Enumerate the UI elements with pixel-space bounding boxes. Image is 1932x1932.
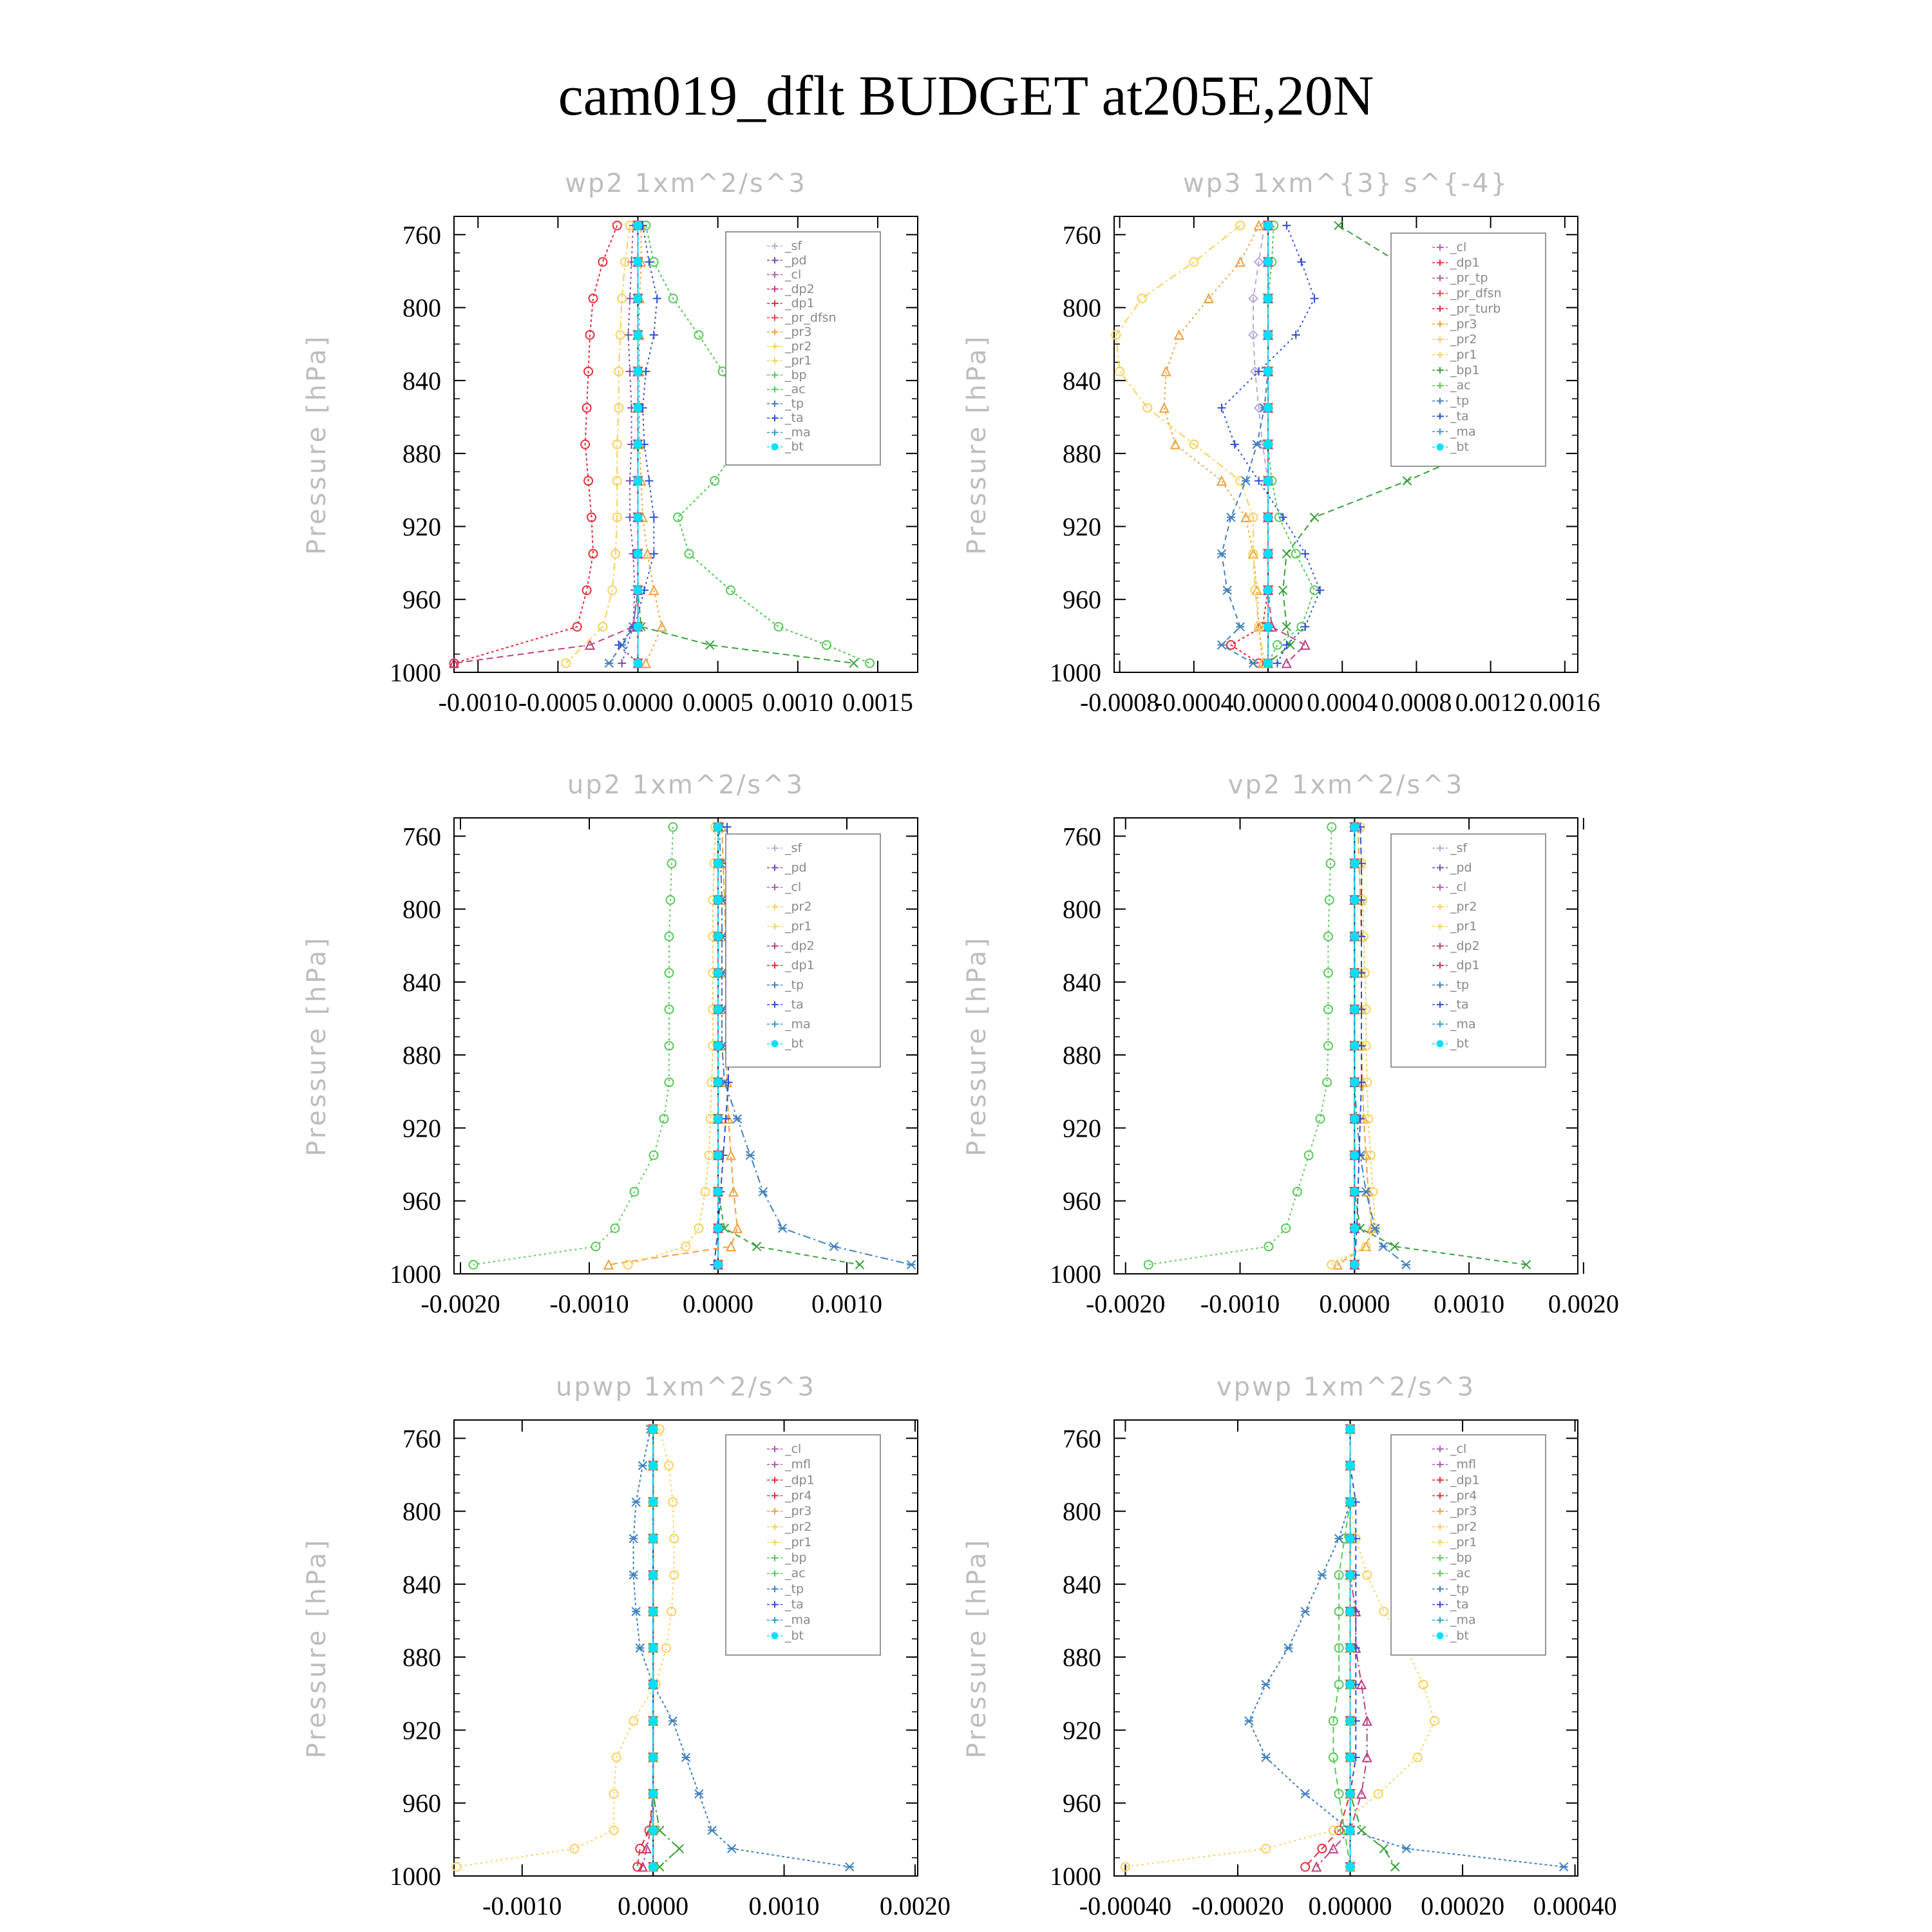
- y-tick-label: 760: [1063, 1424, 1101, 1454]
- legend-label: _bp: [785, 368, 807, 383]
- x-tick-label: 0.0000: [683, 1289, 753, 1318]
- legend-label: _ma: [785, 1017, 811, 1032]
- data-point: [649, 1644, 658, 1653]
- legend-label: _ta: [1450, 997, 1469, 1012]
- x-tick-label: -0.0010: [1200, 1289, 1280, 1318]
- y-tick-label: 1000: [1050, 1260, 1101, 1289]
- data-point: [1350, 969, 1359, 977]
- legend-label: _ma: [1450, 424, 1476, 439]
- data-point: [1346, 1826, 1354, 1835]
- y-tick-label: 960: [402, 585, 441, 614]
- y-axis-label: Pressure [hPa]: [962, 1537, 992, 1759]
- legend-label: _pd: [785, 860, 807, 875]
- x-tick-label: 0.00000: [1308, 1891, 1392, 1920]
- y-tick-label: 1000: [390, 1260, 441, 1289]
- legend-label: _pr2: [785, 339, 812, 354]
- legend-label: _cl: [1450, 1442, 1467, 1456]
- data-point: [1264, 331, 1273, 339]
- data-point: [634, 258, 642, 266]
- legend-label: _bp1: [1450, 363, 1480, 377]
- panel-title: wp2 1xm^2/s^3: [565, 169, 807, 198]
- data-point: [1346, 1571, 1354, 1579]
- data-point: [1346, 1498, 1354, 1506]
- legend: [1391, 233, 1546, 466]
- legend-label: _pr2: [1450, 900, 1477, 914]
- x-tick-label: 0.0000: [1319, 1289, 1390, 1318]
- legend-label: _pr_dfsn: [785, 310, 837, 325]
- data-point: [649, 1717, 658, 1725]
- legend-label: _dp2: [1450, 938, 1480, 953]
- data-point: [714, 896, 723, 904]
- data-point: [714, 969, 723, 977]
- legend-label: _ma: [785, 425, 811, 440]
- data-point: [714, 1224, 723, 1233]
- legend-label: _pr_tp: [1450, 270, 1488, 285]
- x-tick-label: -0.0010: [482, 1891, 562, 1920]
- data-point: [634, 440, 642, 449]
- y-tick-label: 800: [402, 293, 441, 323]
- data-point: [634, 549, 642, 558]
- data-point: [1264, 586, 1273, 594]
- legend-label: _pr2: [785, 1519, 812, 1534]
- data-point: [714, 933, 723, 941]
- data-point: [1264, 513, 1273, 522]
- data-point: [1346, 1717, 1354, 1725]
- legend-marker: [1437, 1041, 1443, 1047]
- data-point: [714, 1188, 723, 1196]
- y-tick-label: 840: [1063, 1569, 1101, 1599]
- legend-label: _dp1: [1450, 958, 1480, 973]
- legend-label: _dp2: [785, 281, 815, 296]
- legend-label: _pr_turb: [1450, 301, 1501, 316]
- x-tick-label: -0.0010: [549, 1289, 629, 1318]
- data-point: [634, 513, 642, 522]
- y-tick-label: 960: [402, 1788, 441, 1818]
- legend-label: _pr3: [785, 325, 812, 339]
- data-point: [634, 586, 642, 594]
- data-point: [1350, 1151, 1359, 1159]
- y-tick-label: 960: [1063, 1186, 1101, 1216]
- y-tick-label: 920: [1063, 512, 1101, 542]
- legend: [1391, 834, 1546, 1067]
- data-point: [1350, 823, 1359, 831]
- legend-label: _pd: [785, 253, 807, 268]
- legend-label: _ma: [785, 1613, 811, 1627]
- data-point: [1264, 258, 1273, 266]
- legend-label: _tp: [785, 1582, 804, 1596]
- panel-title: upwp 1xm^2/s^3: [556, 1372, 816, 1402]
- data-point: [1264, 659, 1273, 667]
- legend-label: _bp: [785, 1551, 807, 1566]
- legend-label: _dp1: [1450, 1473, 1480, 1488]
- data-point: [714, 1151, 723, 1159]
- x-tick-label: 0.0000: [618, 1891, 689, 1920]
- y-tick-label: 920: [402, 1113, 441, 1143]
- y-tick-label: 840: [1063, 967, 1101, 997]
- legend-label: _dp1: [1450, 255, 1480, 270]
- data-point: [649, 1790, 658, 1798]
- legend-label: _ac: [1450, 378, 1471, 393]
- legend-label: _pr1: [1450, 919, 1477, 934]
- legend-marker: [772, 1633, 778, 1639]
- legend-label: _pr1: [785, 919, 812, 934]
- legend-label: _ta: [785, 1597, 804, 1612]
- legend-marker: [772, 444, 778, 450]
- data-point: [1350, 1224, 1359, 1233]
- data-point: [649, 1571, 658, 1579]
- data-point: [1350, 1115, 1359, 1123]
- legend-label: _bt: [1450, 1628, 1470, 1643]
- y-tick-label: 1000: [390, 658, 441, 687]
- data-point: [1350, 1188, 1359, 1196]
- legend-label: _ac: [785, 1566, 806, 1581]
- data-point: [634, 659, 642, 667]
- legend-label: _pr1: [1450, 348, 1477, 362]
- x-tick-label: 0.00040: [1533, 1891, 1617, 1920]
- data-point: [1350, 1078, 1359, 1086]
- x-tick-label: 0.0010: [748, 1891, 820, 1920]
- legend-label: _mfl: [1450, 1457, 1476, 1472]
- data-point: [1346, 1607, 1354, 1616]
- y-tick-label: 840: [402, 366, 441, 395]
- y-tick-label: 1000: [1050, 658, 1101, 687]
- data-point: [1264, 623, 1273, 631]
- y-tick-label: 880: [402, 1041, 441, 1070]
- legend-label: _dp1: [785, 1473, 815, 1488]
- legend-label: _ta: [1450, 1597, 1469, 1612]
- data-point: [1350, 1042, 1359, 1050]
- legend: [726, 1435, 880, 1655]
- legend: [1391, 1435, 1546, 1655]
- legend-label: _dp1: [785, 296, 815, 311]
- y-tick-label: 920: [1063, 1113, 1101, 1143]
- y-tick-label: 960: [1063, 1788, 1101, 1818]
- legend-label: _pr1: [785, 1535, 812, 1549]
- data-point: [649, 1607, 658, 1616]
- x-tick-label: 0.0010: [1434, 1289, 1505, 1318]
- legend-marker: [1437, 1633, 1443, 1639]
- legend-label: _bt: [1450, 440, 1470, 455]
- data-point: [649, 1461, 658, 1470]
- legend-label: _ac: [1450, 1566, 1471, 1581]
- x-tick-label: 0.0010: [762, 688, 833, 717]
- legend-label: _tp: [1450, 1582, 1470, 1596]
- legend-label: _tp: [785, 396, 804, 411]
- data-point: [1264, 222, 1273, 230]
- y-tick-label: 760: [402, 220, 441, 250]
- figure-title: cam019_dflt BUDGET at205E,20N: [558, 65, 1374, 128]
- data-point: [649, 1498, 658, 1506]
- legend-label: _pr3: [785, 1504, 812, 1519]
- y-tick-label: 880: [1063, 1643, 1101, 1672]
- data-point: [1346, 1535, 1354, 1543]
- y-tick-label: 800: [402, 895, 441, 924]
- y-tick-label: 840: [402, 967, 441, 997]
- legend-label: _cl: [785, 1442, 802, 1456]
- data-point: [714, 1078, 723, 1086]
- data-point: [1264, 294, 1273, 303]
- legend-label: _ta: [785, 411, 804, 426]
- y-tick-label: 880: [402, 1643, 441, 1672]
- data-point: [634, 294, 642, 303]
- legend-label: _pr_dfsn: [1450, 286, 1502, 301]
- x-tick-label: 0.0012: [1455, 688, 1526, 717]
- x-tick-label: 0.0000: [602, 688, 674, 717]
- y-tick-label: 760: [402, 1424, 441, 1454]
- y-tick-label: 1000: [1050, 1862, 1101, 1891]
- data-point: [1264, 440, 1273, 449]
- legend-label: _bt: [785, 1628, 804, 1643]
- y-tick-label: 920: [402, 1716, 441, 1745]
- data-point: [649, 1680, 658, 1689]
- y-tick-label: 760: [1063, 220, 1101, 250]
- x-tick-label: -0.0010: [438, 688, 518, 717]
- x-tick-label: -0.0004: [1154, 688, 1234, 717]
- y-tick-label: 880: [1063, 1041, 1101, 1070]
- data-point: [634, 222, 642, 230]
- data-point: [1346, 1753, 1354, 1761]
- y-axis-label: Pressure [hPa]: [962, 334, 992, 555]
- y-tick-label: 800: [1063, 895, 1101, 924]
- legend-label: _pd: [1450, 860, 1472, 875]
- legend-label: _dp1: [785, 958, 815, 973]
- legend-label: _tp: [1450, 978, 1470, 992]
- data-point: [649, 1862, 658, 1871]
- data-point: [649, 1425, 658, 1434]
- y-tick-label: 1000: [390, 1862, 441, 1891]
- legend-label: _ac: [785, 382, 806, 397]
- x-tick-label: 0.0004: [1307, 688, 1378, 717]
- x-tick-label: -0.0020: [1086, 1289, 1166, 1318]
- y-tick-label: 760: [402, 822, 441, 851]
- data-point: [1264, 477, 1273, 485]
- panel-title: wp3 1xm^{3} s^{-4}: [1182, 169, 1510, 198]
- legend-label: _ta: [1450, 409, 1469, 424]
- data-point: [1350, 1260, 1359, 1269]
- data-point: [714, 823, 723, 831]
- data-point: [714, 859, 723, 867]
- data-point: [1350, 933, 1359, 941]
- data-point: [634, 331, 642, 339]
- y-tick-label: 960: [1063, 585, 1101, 614]
- y-axis-label: Pressure [hPa]: [302, 1537, 332, 1759]
- legend-label: _pr4: [1450, 1488, 1477, 1503]
- legend-label: _pr3: [1450, 1504, 1477, 1519]
- x-tick-label: 0.0020: [1548, 1289, 1619, 1318]
- x-tick-label: 0.0005: [682, 688, 753, 717]
- legend-label: _ma: [1450, 1017, 1476, 1032]
- legend-label: _pr2: [1450, 1519, 1477, 1534]
- y-tick-label: 800: [1063, 293, 1101, 323]
- data-point: [634, 623, 642, 631]
- legend-label: _tp: [785, 978, 804, 992]
- x-tick-label: 0.0008: [1381, 688, 1452, 717]
- y-tick-label: 760: [1063, 822, 1101, 851]
- data-point: [1350, 859, 1359, 867]
- x-tick-label: 0.0016: [1529, 688, 1600, 717]
- x-tick-label: -0.0008: [1079, 688, 1160, 717]
- legend-label: _sf: [785, 841, 802, 855]
- data-point: [1346, 1680, 1354, 1689]
- legend-label: _pr1: [785, 354, 812, 368]
- data-point: [1346, 1644, 1354, 1653]
- legend-label: _bp: [1450, 1551, 1472, 1566]
- legend: [726, 834, 880, 1067]
- legend-label: _pr1: [1450, 1535, 1477, 1549]
- legend-label: _pr3: [1450, 317, 1477, 332]
- y-tick-label: 800: [402, 1497, 441, 1526]
- data-point: [1346, 1425, 1354, 1434]
- panel-title: vp2 1xm^2/s^3: [1227, 770, 1464, 800]
- x-tick-label: -0.0020: [421, 1289, 500, 1318]
- legend-label: _sf: [1450, 841, 1468, 855]
- data-point: [649, 1826, 658, 1835]
- legend-label: _bt: [785, 1036, 804, 1051]
- data-point: [634, 404, 642, 412]
- y-axis-label: Pressure [hPa]: [302, 935, 332, 1157]
- legend-label: _pr2: [1450, 332, 1477, 347]
- x-tick-label: -0.00020: [1191, 1891, 1284, 1920]
- data-point: [634, 367, 642, 375]
- legend-label: _dp2: [785, 938, 815, 953]
- legend-label: _pr4: [785, 1488, 812, 1503]
- data-point: [649, 1535, 658, 1543]
- x-tick-label: 0.0010: [811, 1289, 882, 1318]
- y-tick-label: 840: [1063, 366, 1101, 395]
- data-point: [714, 1115, 723, 1123]
- y-tick-label: 960: [402, 1186, 441, 1216]
- data-point: [1264, 549, 1273, 558]
- legend-label: _sf: [785, 239, 802, 253]
- x-tick-label: 0.0015: [842, 688, 913, 717]
- legend-label: _cl: [1450, 880, 1467, 895]
- data-point: [1350, 896, 1359, 904]
- y-tick-label: 920: [402, 512, 441, 542]
- y-axis-label: Pressure [hPa]: [962, 935, 992, 1157]
- y-tick-label: 920: [1063, 1716, 1101, 1745]
- legend-label: _ta: [785, 997, 804, 1012]
- legend-label: _cl: [1450, 240, 1467, 254]
- data-point: [1264, 367, 1273, 375]
- y-axis-label: Pressure [hPa]: [302, 334, 332, 555]
- data-point: [649, 1753, 658, 1761]
- data-point: [1350, 1005, 1359, 1014]
- data-point: [714, 1005, 723, 1014]
- data-point: [714, 1042, 723, 1050]
- data-point: [1346, 1790, 1354, 1798]
- x-tick-label: 0.00020: [1421, 1891, 1505, 1920]
- x-tick-label: -0.0005: [518, 688, 598, 717]
- y-tick-label: 800: [1063, 1497, 1101, 1526]
- legend-label: _cl: [785, 880, 802, 895]
- legend-marker: [1437, 444, 1443, 450]
- y-tick-label: 880: [1063, 439, 1101, 469]
- x-tick-label: -0.00040: [1079, 1891, 1172, 1920]
- data-point: [1264, 404, 1273, 412]
- x-tick-label: 0.0000: [1233, 688, 1304, 717]
- data-point: [1346, 1461, 1354, 1470]
- y-tick-label: 840: [402, 1569, 441, 1599]
- legend-marker: [772, 1041, 778, 1047]
- data-point: [1346, 1862, 1354, 1871]
- panel-title: vpwp 1xm^2/s^3: [1216, 1372, 1476, 1402]
- legend-label: _tp: [1450, 393, 1470, 408]
- legend-label: _pr2: [785, 900, 812, 914]
- data-point: [714, 1260, 723, 1269]
- legend-label: _cl: [785, 267, 802, 282]
- x-tick-label: 0.0020: [879, 1891, 951, 1920]
- legend: [726, 232, 880, 465]
- legend-label: _bt: [785, 439, 804, 454]
- legend-label: _bt: [1450, 1036, 1470, 1051]
- legend-label: _ma: [1450, 1613, 1476, 1627]
- y-tick-label: 880: [402, 439, 441, 469]
- legend-label: _mfl: [785, 1457, 811, 1472]
- data-point: [634, 477, 642, 485]
- panel-title: up2 1xm^2/s^3: [567, 770, 805, 800]
